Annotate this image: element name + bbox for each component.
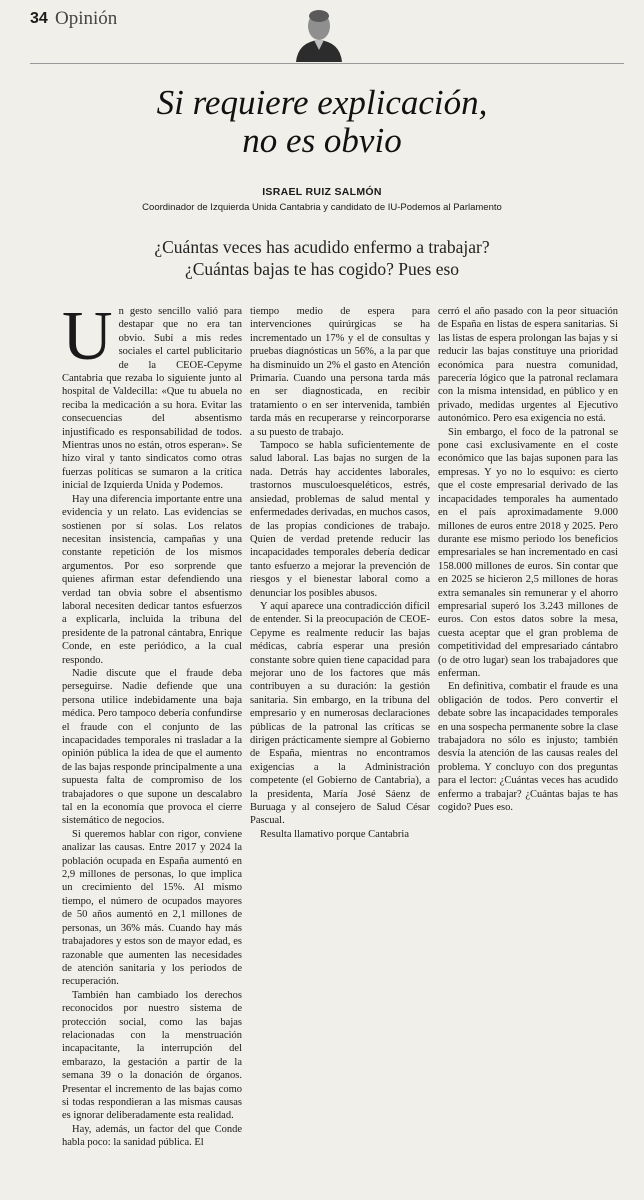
- header-rule: [30, 63, 624, 64]
- section-name: Opinión: [55, 8, 118, 29]
- paragraph: cerró el año pasado con la peor situación de España en listas de espera sanitarias. Si las listas de espera prolongan las bajas y si reducir las bajas constituye una prioridad económica para nuestra comunidad, parecería lógico que la patronal reclamara con la misma intensidad, en público y en privado, medidas urgentes al Ejecutivo autonómico. Pero esa exigencia no está.: [438, 306, 618, 425]
- title-line: Si requiere explicación,: [156, 83, 488, 122]
- column-2: [250, 305, 430, 1190]
- paragraph: Y aquí aparece una contradicción difícil de entender. Si la preocupación de CEOE-Cepyme es realmente reducir las bajas médicas, cabría esperar una presión constante sobre quien tiene capacidad para mejorar uno de los factores que más contribuyen a su duración: la gestión sanitaria. Sin embargo, en la tribuna del empresario y en numerosas declaraciones públicas de la patronal las críticas se dirigen prácticamente siempre al Gobierno de España, mientras no encontramos exigencias a la Administración competente (el Gobierno de Cantabria), a la presidenta, María José Sáenz de Buruaga y al consejero de Salud César Pascual.: [250, 600, 430, 827]
- article-title: [60, 84, 584, 160]
- column-3: [438, 305, 618, 1190]
- article-lead: [60, 236, 584, 280]
- paragraph: También han cambiado los derechos reconocidos por nuestro sistema de protección social, como las bajas relacionadas con la menstruación incapacitante, la interrupción del embarazo, la gestación a partir de la semana 39 o la donación de órganos. Presentar el incremento de las bajas como si todas respondieran a las mismas causas es ignorar deliberadamente esta realidad.: [62, 989, 242, 1122]
- paragraph: En definitiva, combatir el fraude es una obligación de todos. Pero convertir el debate sobre las incapacidades temporales en una sospecha permanente sobre la clase trabajadora no sólo es injusto; también desvía la atención de las causas reales del problema. Y concluyo con dos preguntas para el lector: ¿Cuántas veces has acudido enfermo a trabajar? ¿Cuántas bajas te has cogido? Pues eso.: [438, 681, 618, 814]
- byline: [60, 186, 584, 213]
- paragraph: Sin embargo, el foco de la patronal se pone casi exclusivamente en el coste económico que las bajas suponen para las empresas. Y yo no lo esquivo: es cierto que el coste empresarial derivado de las incapacidades temporales ha aumentado en el país aproximadamente 9.000 millones de euros entre 2018 y 2025. Pero durante ese mismo periodo los beneficios empresariales se han incrementado en casi 158.000 millones de euros. Sin contar que en 2025 se hicieron 2,5 millones de horas extra semanales sin remunerar y el ahorro empresarial superó los 3.243 millones de euros. Con estos datos sobre la mesa, cuesta aceptar que el gran problema de competitividad del empresariado cántabro (o de otro lugar) sean los trabajadores que enferman.: [438, 426, 618, 679]
- column-1: [62, 305, 242, 1190]
- paragraph: Tampoco se habla suficientemente de salud laboral. Las bajas no surgen de la nada. Detrás hay accidentes laborales, trastornos musculoesqueléticos, estrés, ansiedad, problemas de salud mental y enfermedades derivadas, en muchos casos, de las propias condiciones de trabajo. Quien de verdad pretende reducir las incapacidades temporales debería dedicar tanto esfuerzo a mejorar la prevención de riesgos y el bienestar laboral como a denunciar los posibles abusos.: [250, 440, 430, 599]
- paragraph: Nadie discute que el fraude deba perseguirse. Nadie defiende que una persona utilice indebidamente una baja médica. Pero tampoco debería confundirse el fraude con el conjunto de las incapacidades temporales ni trasladar a la opinión pública la idea de que el aumento de las bajas responde principalmente a una supuesta falta de compromiso de los trabajadores o que supone un descalabro tal en la economía que provoca el cierre sistemático de negocios.: [62, 667, 242, 827]
- lead-line: ¿Cuántas veces has acudido enfermo a trabajar?: [154, 237, 490, 257]
- title-line: no es obvio: [242, 121, 402, 160]
- paragraph: Si queremos hablar con rigor, conviene analizar las causas. Entre 2017 y 2024 la población ocupada en España aumentó en 2,9 millones de personas, lo que implica un crecimiento del 15%. Al mismo tiempo, el número de ocupados mayores de 50 años aumentó en 2,1 millones de personas, un 36% más. Cuando hay más trabajadores y estos son de mayor edad, es razonable que aumenten las necesidades de atención sanitaria y los periodos de recuperación.: [62, 828, 242, 988]
- paragraph: Hay, además, un factor del que Conde habla poco: la sanidad pública. El: [62, 1123, 242, 1149]
- drop-cap: U: [62, 305, 113, 375]
- lead-line: ¿Cuántas bajas te has cogido? Pues eso: [184, 259, 460, 279]
- paragraph-text: n gesto sencillo valió para destapar que no era tan obvio. Subí a mis redes sociales el cartel publicitario de la CEOE-Cepyme Cantabria que rezaba lo siguiente junto al hospital de Valdecilla: «Que tu abuela no reciba la medicación a su hora. Evitar las consecuencias del absentismo injustificado es responsabilidad de todos. Mientras unos no están, otros esperan». Se hizo viral y tanto sindicatos como otras fuerzas políticas se sumaron a la crítica inicial de Izquierda Unida y Podemos.: [62, 306, 242, 492]
- author-role: Coordinador de Izquierda Unida Cantabria y candidato de IU-Podemos al Parlamento: [142, 202, 502, 213]
- author-photo: [290, 4, 348, 62]
- paragraph: Resulta llamativo porque Cantabria: [260, 828, 409, 840]
- paragraph: tiempo medio de espera para intervenciones quirúrgicas se ha incrementado un 17% y el de consultas y pruebas diagnósticas un 56%, a la par que ha disminuido un 2% el gasto en Atención Primaria. Cuando una persona tarda más en ser diagnosticada, en recibir tratamiento o en ser intervenida, también tarda más en recuperarse y reincorporarse a su puesto de trabajo.: [250, 306, 430, 438]
- paragraph: [62, 305, 242, 493]
- article-body: [62, 305, 630, 1190]
- author-name: ISRAEL RUIZ SALMÓN: [262, 186, 382, 198]
- paragraph: Hay una diferencia importante entre una evidencia y un relato. Las evidencias se sostienen por sí solas. Los relatos necesitan insistencia, campañas y una constante repetición de los mismos argumentos. Por eso sorprende que quienes afirman estar defendiendo una verdad tan obvia sobre el absentismo laboral necesiten dedicar tantos esfuerzos a explicarla, incluida la tribuna del presidente de la patronal cántabra, Enrique Conde, en este periódico, a la cual respondo.: [62, 493, 242, 666]
- page-number: 34: [30, 10, 48, 27]
